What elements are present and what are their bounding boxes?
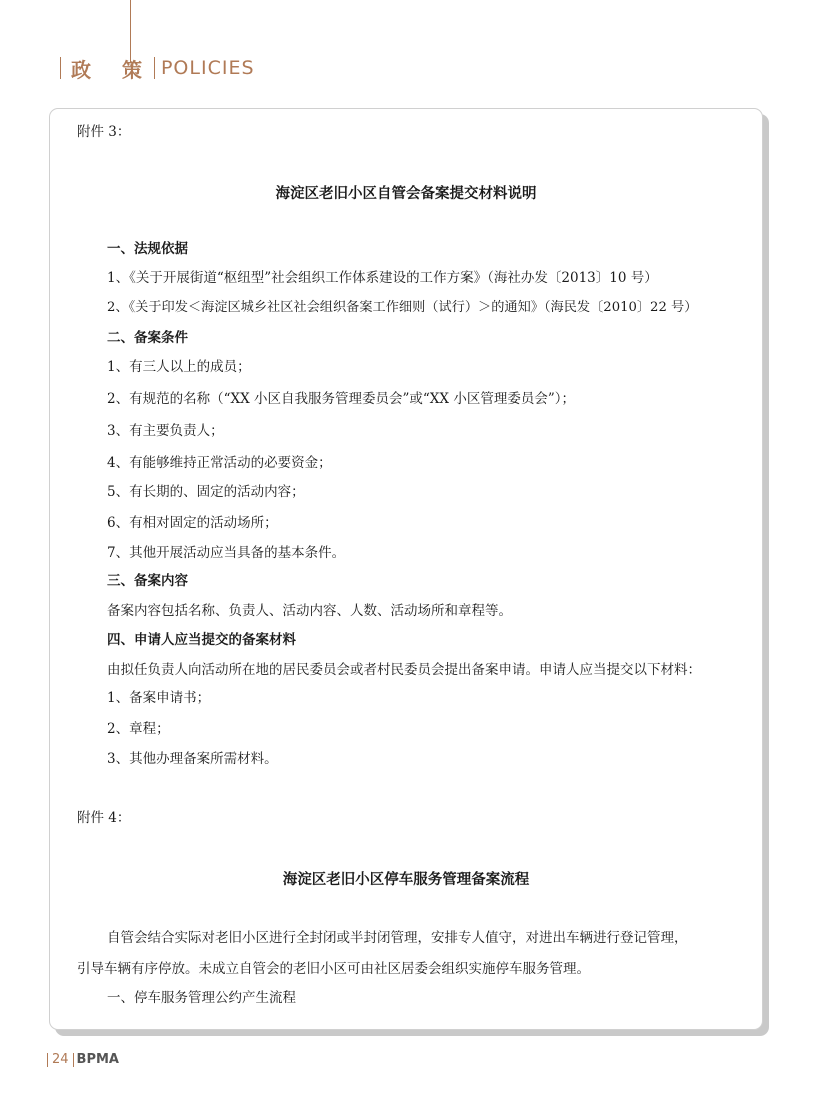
attachment-label: 附件 4： <box>77 810 131 826</box>
list-item: 2、章程； <box>107 721 170 737</box>
paragraph: 由拟任负责人向活动所在地的居民委员会或者村民委员会提出备案申请。申请人应当提交以下材料： <box>107 662 701 678</box>
attachment-title: 海淀区老旧小区自管会备案提交材料说明 <box>275 186 537 202</box>
list-item: 3、其他办理备案所需材料。 <box>107 751 278 767</box>
list-item: 1、《关于开展街道“枢纽型”社会组织工作体系建设的工作方案》（海社办发〔2013〕10 号） <box>107 270 658 286</box>
publication-name: BPMA <box>76 1052 119 1067</box>
list-item: 5、有长期的、固定的活动内容； <box>107 484 305 500</box>
list-item: 7、其他开展活动应当具备的基本条件。 <box>107 545 346 561</box>
document-card <box>49 108 763 1030</box>
section-heading: 二、备案条件 <box>107 330 188 346</box>
paragraph: 引导车辆有序停放。未成立自管会的老旧小区可由社区居委会组织实施停车服务管理。 <box>77 961 590 977</box>
footer-bar <box>47 1053 48 1067</box>
page-number: 24 <box>52 1052 69 1067</box>
paragraph: 自管会结合实际对老旧小区进行全封闭或半封闭管理，安排专人值守，对进出车辆进行登记管理， <box>107 930 688 946</box>
page-footer <box>47 1052 119 1067</box>
list-item: 2、《关于印发＜海淀区城乡社区社会组织备案工作细则（试行）＞的通知》（海民发〔2010〕22 号） <box>107 300 698 315</box>
section-title-en: POLICIES <box>160 57 255 79</box>
list-item: 4、有能够维持正常活动的必要资金； <box>107 455 332 471</box>
list-item: 2、有规范的名称（“XX 小区自我服务管理委员会”或“XX 小区管理委员会”）； <box>107 391 575 407</box>
header-bar <box>60 57 61 79</box>
list-item: 6、有相对固定的活动场所； <box>107 515 278 531</box>
section-heading: 一、停车服务管理公约产生流程 <box>107 990 296 1006</box>
attachment-title: 海淀区老旧小区停车服务管理备案流程 <box>282 872 530 888</box>
list-item: 1、有三人以上的成员； <box>107 359 251 375</box>
list-item: 1、备案申请书； <box>107 690 211 706</box>
section-heading: 四、申请人应当提交的备案材料 <box>107 632 296 648</box>
footer-bar <box>73 1053 74 1067</box>
header-bar <box>154 57 155 79</box>
section-title-zh: 政 策 <box>71 57 154 82</box>
section-heading: 三、备案内容 <box>107 573 188 589</box>
list-item: 3、有主要负责人； <box>107 423 224 439</box>
section-heading: 一、法规依据 <box>107 241 188 257</box>
paragraph: 备案内容包括名称、负责人、活动内容、人数、活动场所和章程等。 <box>107 603 512 619</box>
section-header <box>60 54 255 82</box>
attachment-label: 附件 3： <box>77 124 131 140</box>
